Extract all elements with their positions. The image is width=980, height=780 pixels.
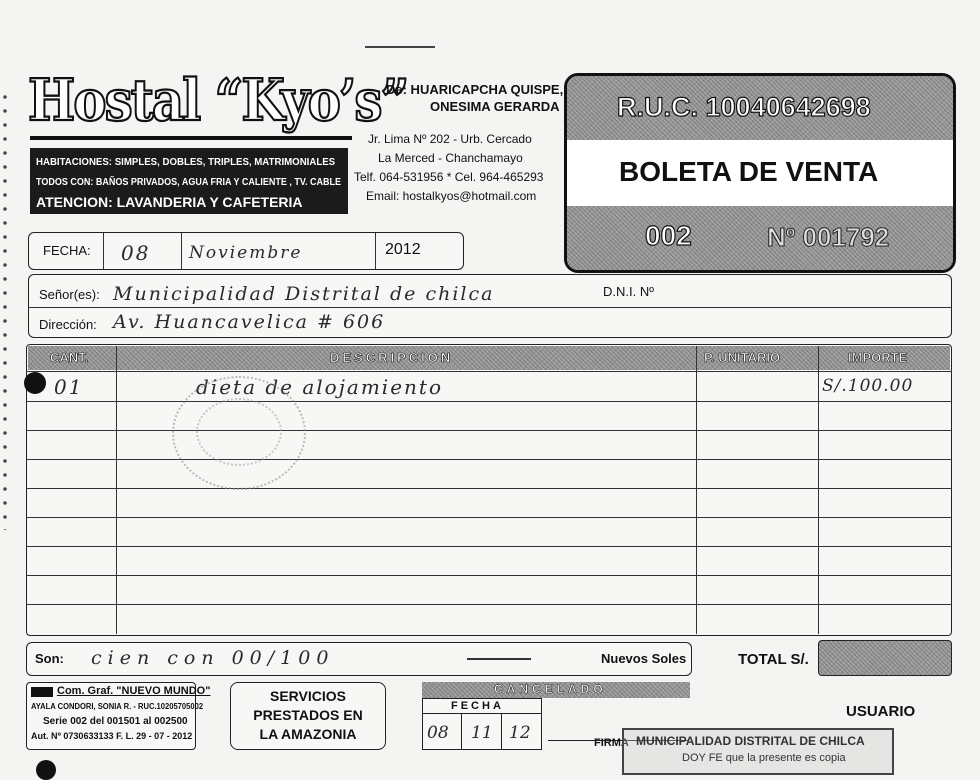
printer-line3: Serie 002 del 001501 al 002500 xyxy=(43,716,188,727)
son-box xyxy=(26,642,692,676)
cancel-fecha-div1 xyxy=(461,713,462,749)
dni-label: D.N.I. Nº xyxy=(603,284,654,299)
row-line xyxy=(26,488,952,489)
series-band xyxy=(567,206,953,270)
cancelado-label: CANCELADO xyxy=(494,682,607,696)
row-line xyxy=(26,401,952,402)
hole-punch xyxy=(24,372,46,394)
cancel-fecha-label: FECHA xyxy=(451,700,504,712)
client-divider xyxy=(29,307,951,308)
fecha-label: FECHA: xyxy=(43,243,91,258)
address-line2: La Merced - Chanchamayo xyxy=(378,151,523,165)
services-line2: TODOS CON: BAÑOS PRIVADOS, AGUA FRIA Y CALIENTE , TV. CABLE xyxy=(36,177,342,188)
printer-box xyxy=(26,682,211,750)
printer-line4: Aut. Nº 0730633133 F. L. 29 - 07 - 2012 xyxy=(31,731,193,742)
senor-value: Municipalidad Distrital de chilca xyxy=(113,283,495,305)
logo-underline xyxy=(30,136,352,140)
row-line xyxy=(26,546,952,547)
header-importe: IMPORTE xyxy=(848,350,908,365)
fecha-day: 08 xyxy=(121,241,151,265)
son-label: Son: xyxy=(35,651,64,666)
fecha-divider3 xyxy=(375,233,376,269)
email: Email: hostalkyos@hotmail.com xyxy=(366,189,537,203)
col-line-3 xyxy=(818,346,819,634)
printer-logo-icon xyxy=(31,687,53,697)
client-box xyxy=(28,274,952,338)
fecha-divider2 xyxy=(181,233,182,269)
header-cant: CANT. xyxy=(50,350,89,365)
row-line xyxy=(26,575,952,576)
ruc-box xyxy=(564,73,956,273)
stamp-line2: DOY FE que la presente es copia xyxy=(682,752,846,764)
row-cant: 01 xyxy=(54,375,84,399)
total-box xyxy=(818,640,952,676)
owner-line2: ONESIMA GERARDA xyxy=(430,99,560,114)
brand-logo: Hostal “Kyo’s” xyxy=(28,66,408,134)
fecha-box xyxy=(28,232,464,270)
doc-number: Nº 001792 xyxy=(767,222,890,252)
cancel-fecha-div2 xyxy=(501,713,502,749)
owner-line1: De: HUARICAPCHA QUISPE, xyxy=(386,82,564,97)
hole-punch-bottom xyxy=(36,760,56,780)
row-desc: dieta de alojamiento xyxy=(196,375,443,399)
services-line1: HABITACIONES: SIMPLES, DOBLES, TRIPLES, MATRIMONIALES xyxy=(36,156,336,168)
servicios-line1: SERVICIOS xyxy=(270,688,346,704)
row-line xyxy=(26,517,952,518)
direccion-label: Dirección: xyxy=(39,317,97,332)
table-header xyxy=(28,346,950,370)
items-table xyxy=(26,344,952,636)
fecha-month: Noviembre xyxy=(189,243,303,263)
usuario-label: USUARIO xyxy=(846,703,916,720)
servicios-line3: LA AMAZONIA xyxy=(259,726,357,742)
faint-stamp-inner xyxy=(196,398,282,466)
cancel-month: 11 xyxy=(471,723,493,743)
row-line xyxy=(26,604,952,605)
cancel-fecha-box xyxy=(422,698,542,750)
cancel-year: 12 xyxy=(509,723,531,743)
municipal-stamp xyxy=(622,728,894,775)
row-line xyxy=(26,371,952,372)
ruc-number: R.U.C. 10040642698 xyxy=(617,92,871,122)
servicios-line2: PRESTADOS EN xyxy=(253,707,363,723)
header-unitario: P. UNITARIO xyxy=(704,350,781,365)
total-label: TOTAL S/. xyxy=(738,651,809,668)
nuevos-soles: Nuevos Soles xyxy=(601,651,687,666)
col-line-2 xyxy=(696,346,697,634)
son-value: cien con 00/100 xyxy=(91,647,335,669)
row-line xyxy=(26,430,952,431)
fecha-year: 2012 xyxy=(385,241,421,258)
perforation-dots xyxy=(2,90,8,530)
fecha-divider1 xyxy=(103,233,104,269)
cancel-fecha-line xyxy=(423,713,541,714)
firma-label: FIRMA xyxy=(594,737,629,749)
printer-name: Com. Graf. "NUEVO MUNDO" xyxy=(57,685,211,697)
col-line-1 xyxy=(116,346,117,634)
son-dash xyxy=(467,658,531,660)
servicios-box xyxy=(230,682,386,750)
direccion-value: Av. Huancavelica # 606 xyxy=(113,311,386,333)
senor-label: Señor(es): xyxy=(39,287,100,302)
phones: Telf. 064-531956 * Cel. 964-465293 xyxy=(354,170,544,184)
scan-line xyxy=(365,46,435,48)
row-importe: S/.100.00 xyxy=(822,376,914,396)
doc-type: BOLETA DE VENTA xyxy=(619,156,879,187)
services-line3: ATENCION: LAVANDERIA Y CAFETERIA xyxy=(36,194,303,210)
printer-line2: AYALA CONDORI, SONIA R. - RUC.10205705002 xyxy=(31,702,204,711)
header-descripcion: DESCRIPCION xyxy=(330,350,454,365)
address-line1: Jr. Lima Nº 202 - Urb. Cercado xyxy=(368,132,532,146)
series: 002 xyxy=(645,220,692,251)
cancel-day: 08 xyxy=(427,723,449,743)
stamp-line1: MUNICIPALIDAD DISTRITAL DE CHILCA xyxy=(636,734,865,748)
row-line xyxy=(26,459,952,460)
services-box xyxy=(30,148,348,214)
